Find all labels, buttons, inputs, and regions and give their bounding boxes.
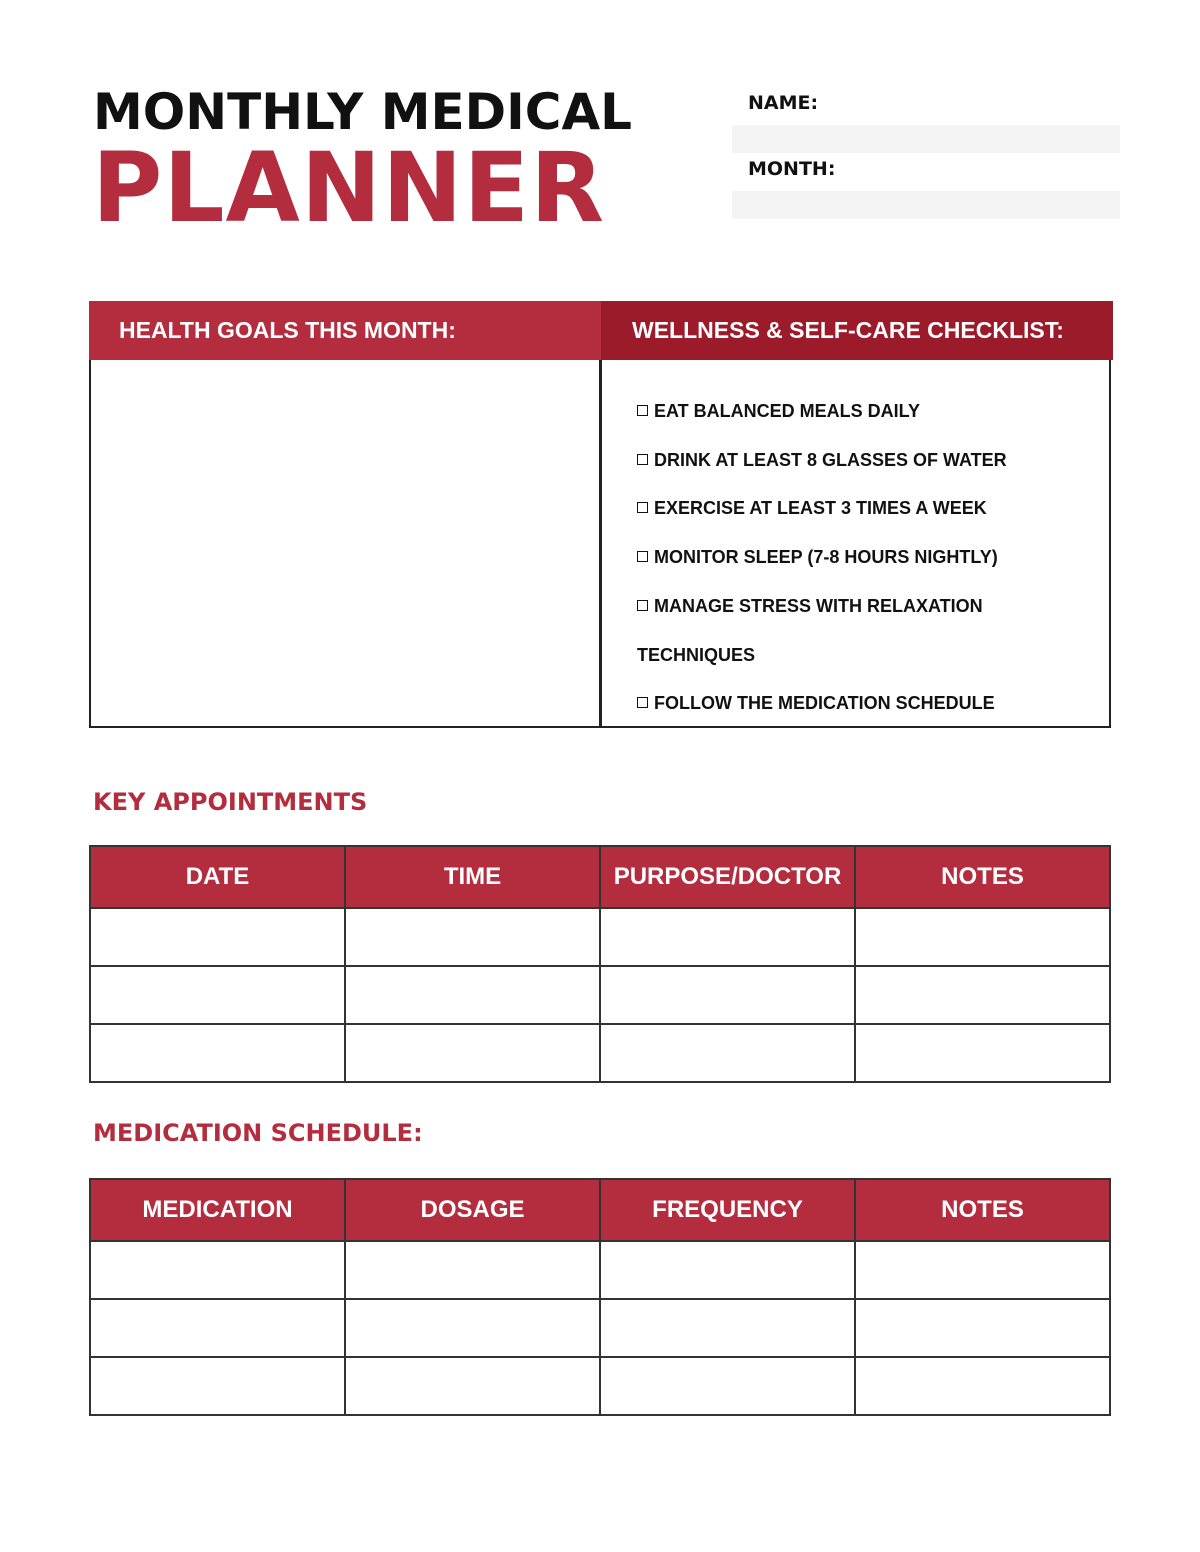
table-cell[interactable] xyxy=(855,966,1110,1024)
column-header-date: DATE xyxy=(90,846,345,908)
checkbox-icon[interactable] xyxy=(637,502,648,513)
title-line-2: PLANNER xyxy=(92,132,606,244)
table-cell[interactable] xyxy=(855,1357,1110,1415)
table-cell[interactable] xyxy=(600,1024,855,1082)
checklist-item-label: DRINK AT LEAST 8 GLASSES OF WATER xyxy=(654,449,1007,470)
column-header-time: TIME xyxy=(345,846,600,908)
checkbox-icon[interactable] xyxy=(637,454,648,465)
checklist-item[interactable] xyxy=(637,436,1007,485)
checklist-item[interactable] xyxy=(637,387,1007,436)
table-cell[interactable] xyxy=(90,966,345,1024)
checkbox-icon[interactable] xyxy=(637,697,648,708)
checklist-item-label: MANAGE STRESS WITH RELAXATION xyxy=(654,595,983,616)
checklist-item-label: FOLLOW THE MEDICATION SCHEDULE xyxy=(654,693,995,714)
table-cell[interactable] xyxy=(600,908,855,966)
table-cell[interactable] xyxy=(90,1241,345,1299)
month-field[interactable] xyxy=(732,191,1120,219)
table-cell[interactable] xyxy=(90,1024,345,1082)
table-cell[interactable] xyxy=(345,966,600,1024)
table-cell[interactable] xyxy=(855,1299,1110,1357)
checklist-item-label: EAT BALANCED MEALS DAILY xyxy=(654,401,921,421)
checklist-item[interactable] xyxy=(637,679,1007,728)
column-header-purpose: PURPOSE/DOCTOR xyxy=(600,846,855,908)
table-cell[interactable] xyxy=(345,1024,600,1082)
title-line-1: MONTHLY MEDICAL xyxy=(93,83,633,141)
appointments-table xyxy=(89,845,1111,1083)
table-cell[interactable] xyxy=(345,1299,600,1357)
table-row xyxy=(90,1024,1110,1082)
table-row xyxy=(90,908,1110,966)
table-row xyxy=(90,1299,1110,1357)
medication-title: MEDICATION SCHEDULE: xyxy=(93,1119,423,1147)
wellness-checklist xyxy=(637,387,1007,728)
appointments-title: KEY APPOINTMENTS xyxy=(93,788,368,816)
name-label: NAME: xyxy=(748,92,819,114)
table-cell[interactable] xyxy=(600,966,855,1024)
table-cell[interactable] xyxy=(345,1241,600,1299)
column-header-notes: NOTES xyxy=(855,846,1110,908)
medication-table xyxy=(89,1178,1111,1416)
table-row xyxy=(90,1357,1110,1415)
checklist-item-continuation: TECHNIQUES xyxy=(637,644,756,665)
checkbox-icon[interactable] xyxy=(637,405,648,416)
checklist-item-label: MONITOR SLEEP (7-8 HOURS NIGHTLY) xyxy=(654,547,998,568)
table-cell[interactable] xyxy=(90,1299,345,1357)
table-cell[interactable] xyxy=(600,1299,855,1357)
table-cell[interactable] xyxy=(855,908,1110,966)
health-goals-area[interactable] xyxy=(91,360,598,726)
checklist-item-label: EXERCISE AT LEAST 3 TIMES A WEEK xyxy=(654,498,987,519)
checkbox-icon[interactable] xyxy=(637,600,648,611)
month-label: MONTH: xyxy=(748,158,836,180)
name-field[interactable] xyxy=(732,125,1120,153)
column-header-frequency: FREQUENCY xyxy=(600,1179,855,1241)
table-cell[interactable] xyxy=(90,908,345,966)
checklist-heading: WELLNESS & SELF-CARE CHECKLIST: xyxy=(601,301,1113,360)
table-cell[interactable] xyxy=(855,1241,1110,1299)
table-row xyxy=(90,966,1110,1024)
table-cell[interactable] xyxy=(345,908,600,966)
column-header-medication: MEDICATION xyxy=(90,1179,345,1241)
table-cell[interactable] xyxy=(855,1024,1110,1082)
health-goals-heading: HEALTH GOALS THIS MONTH: xyxy=(89,301,601,360)
checkbox-icon[interactable] xyxy=(637,551,648,562)
checklist-item[interactable] xyxy=(637,533,1007,582)
goals-panel xyxy=(89,301,1111,728)
table-cell[interactable] xyxy=(345,1357,600,1415)
panel-divider xyxy=(599,360,602,728)
table-cell[interactable] xyxy=(600,1241,855,1299)
column-header-notes: NOTES xyxy=(855,1179,1110,1241)
table-cell[interactable] xyxy=(90,1357,345,1415)
table-row xyxy=(90,1241,1110,1299)
table-cell[interactable] xyxy=(600,1357,855,1415)
column-header-dosage: DOSAGE xyxy=(345,1179,600,1241)
checklist-item[interactable] xyxy=(637,484,1007,533)
checklist-item[interactable] xyxy=(637,582,1007,631)
